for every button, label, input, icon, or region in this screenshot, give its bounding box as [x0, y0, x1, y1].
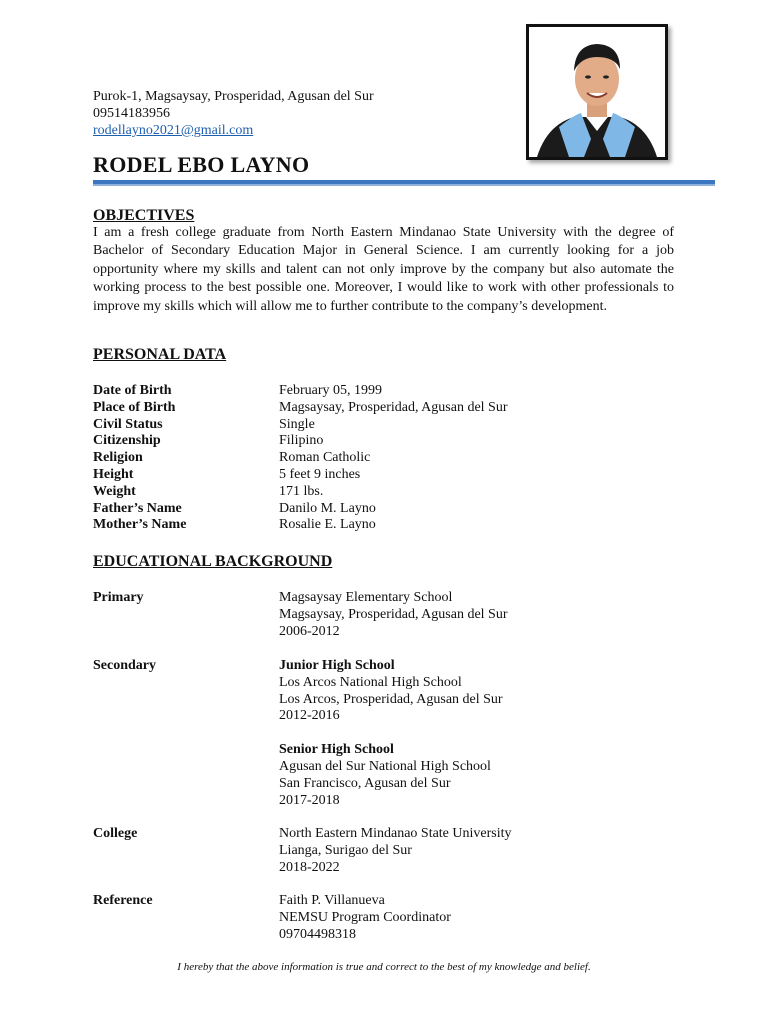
- email-link[interactable]: rodellayno2021@gmail.com: [93, 123, 254, 138]
- college-school: North Eastern Mindanao State University: [279, 826, 512, 841]
- education-heading: EDUCATIONAL BACKGROUND: [93, 553, 333, 570]
- primary-years: 2006-2012: [279, 623, 340, 639]
- personal-data-value: 171 lbs.: [279, 483, 324, 499]
- personal-data-value: February 05, 1999: [279, 383, 383, 398]
- personal-data-label: Citizenship: [93, 433, 161, 449]
- secondary-label: Secondary: [93, 658, 156, 673]
- senior-high-school: Agusan del Sur National High School: [279, 758, 491, 774]
- reference-phone: 09704498318: [279, 926, 356, 942]
- junior-high-school: Los Arcos National High School: [279, 674, 462, 690]
- primary-school: Magsaysay Elementary School: [279, 590, 453, 605]
- personal-data-value: Roman Catholic: [279, 450, 371, 466]
- personal-data-label: Place of Birth: [93, 399, 176, 415]
- full-name: RODEL EBO LAYNO: [93, 152, 310, 177]
- personal-data-value: Magsaysay, Prosperidad, Agusan del Sur: [279, 399, 508, 415]
- personal-data-label: Civil Status: [93, 416, 163, 432]
- reference-label: Reference: [93, 893, 153, 908]
- personal-data-label: Height: [93, 467, 134, 482]
- profile-photo: [526, 24, 668, 160]
- contact-block: [93, 88, 374, 139]
- personal-data-label: Weight: [93, 483, 136, 499]
- personal-data-label: Religion: [93, 450, 143, 466]
- primary-label: Primary: [93, 590, 144, 605]
- junior-high-years: 2012-2016: [279, 708, 340, 724]
- personal-data-label: Father’s Name: [93, 500, 182, 516]
- junior-high-location: Los Arcos, Prosperidad, Agusan del Sur: [279, 691, 503, 707]
- personal-data-label: Mother’s Name: [93, 517, 187, 533]
- personal-data-heading: PERSONAL DATA: [93, 346, 227, 363]
- senior-high-years: 2017-2018: [279, 792, 340, 808]
- college-label: College: [93, 826, 138, 841]
- phone-number: 09514183956: [93, 106, 170, 121]
- personal-data-value: 5 feet 9 inches: [279, 467, 361, 482]
- senior-high-title: Senior High School: [279, 742, 394, 758]
- objectives-heading: OBJECTIVES: [93, 207, 195, 224]
- personal-data-label: Date of Birth: [93, 383, 172, 398]
- reference-position: NEMSU Program Coordinator: [279, 909, 451, 925]
- objectives-text: I am a fresh college graduate from North Eastern Mindanao State University with the degree of Bachelor of Secondary Education Major in General Science. I am currently looking for a job opportunity where my skills and talent can not only improve by the company but also automate the working process to the best possible one. Moreover, I would like to work with other professionals to improve my skills which will allow me to further contribute to the company’s development.: [93, 225, 674, 314]
- college-years: 2018-2022: [279, 859, 340, 875]
- college-location: Lianga, Surigao del Sur: [279, 842, 412, 858]
- senior-high-location: San Francisco, Agusan del Sur: [279, 775, 451, 791]
- personal-data-value: Filipino: [279, 433, 324, 449]
- personal-data-value: Danilo M. Layno: [279, 500, 376, 516]
- junior-high-title: Junior High School: [279, 658, 395, 673]
- person-portrait-icon: [529, 27, 665, 157]
- personal-data-value: Single: [279, 416, 315, 432]
- personal-data-value: Rosalie E. Layno: [279, 517, 376, 533]
- address: Purok-1, Magsaysay, Prosperidad, Agusan del Sur: [93, 89, 374, 104]
- certification-statement: I hereby that the above information is true and correct to the best of my knowledge and belief.: [177, 961, 591, 973]
- header-divider: [93, 180, 715, 186]
- primary-location: Magsaysay, Prosperidad, Agusan del Sur: [279, 606, 508, 622]
- reference-name: Faith P. Villanueva: [279, 893, 385, 908]
